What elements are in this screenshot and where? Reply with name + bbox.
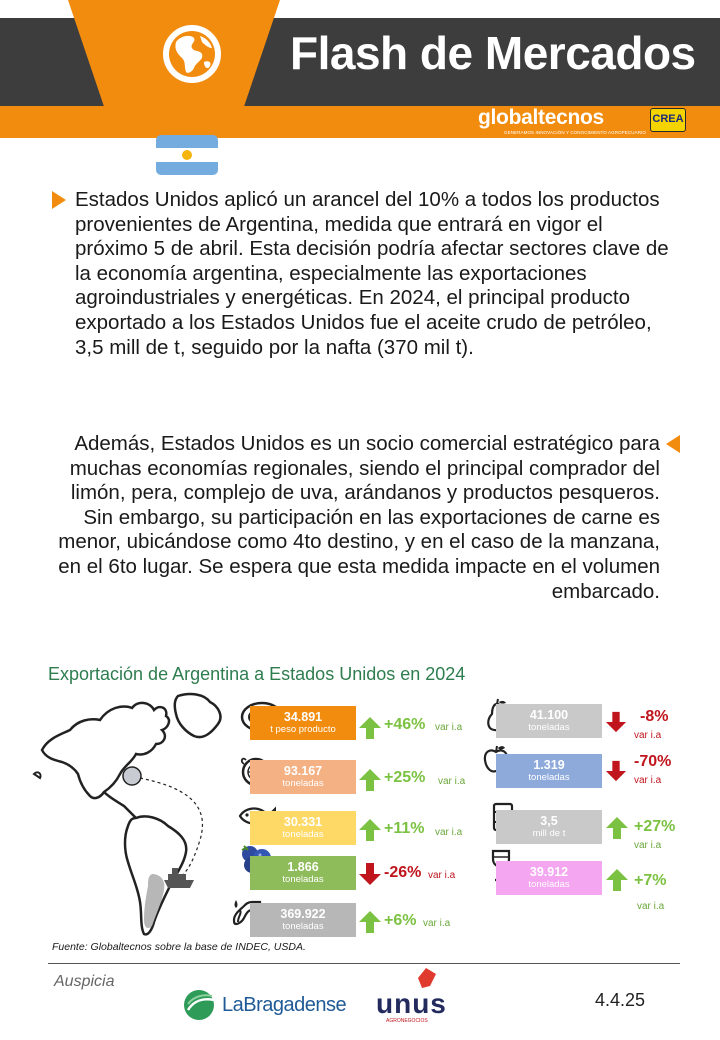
change-limon: +25% <box>384 769 426 786</box>
paragraph-regional-economies: Además, Estados Unidos es un socio comercial estratégico para muchas economías regionales, siendo el principal comprador del limón, pera, complejo de uva, arándanos y productos pesqueros. Sin embargo, su participación en las exportaciones de carne es menor, ubicándose como 4to destino, y en el caso de la manzana, en el 6to lugar. Se espera que esta medida impacte en el volumen embarcado. <box>58 432 660 603</box>
export-unit: toneladas <box>528 879 570 890</box>
globaltecnos-logo <box>478 106 648 138</box>
globaltecnos-logo-name: globaltecnos <box>478 106 604 129</box>
bullet-arrow-left-icon <box>666 435 680 453</box>
globe-icon <box>160 22 224 86</box>
trend-up-arrow-icon <box>358 716 382 745</box>
footer-divider <box>48 963 680 964</box>
change-nafta: +6% <box>384 912 417 929</box>
export-value-uva <box>496 861 602 895</box>
trend-up-arrow-icon <box>358 910 382 939</box>
export-value-pera <box>496 704 602 738</box>
publication-date: 4.4.25 <box>595 990 646 1010</box>
export-value: 30.331 <box>283 815 323 829</box>
export-unit: toneladas <box>282 778 324 789</box>
export-unit: toneladas <box>282 874 324 885</box>
section-title: Exportación de Argentina a Estados Unidos en 2024 <box>48 664 466 684</box>
argentina-flag-icon <box>156 135 218 175</box>
export-value-pesqueros <box>250 811 356 845</box>
export-value: 93.167 <box>283 764 323 778</box>
change-label: var i.a <box>423 918 451 929</box>
export-value-manzana <box>496 754 602 788</box>
bullet-arrow-right-icon <box>52 191 66 209</box>
export-unit: toneladas <box>528 772 570 783</box>
sponsor-label: Auspicia <box>54 973 115 990</box>
export-value: 34.891 <box>283 710 323 724</box>
change-label: var i.a <box>637 901 665 912</box>
export-value: 1.319 <box>533 758 565 772</box>
change-label: var i.a <box>634 840 662 851</box>
change-label: var i.a <box>435 827 463 838</box>
globaltecnos-logo-tagline: GENERAMOS INNOVACIÓN Y CONOCIMIENTO AGROPECUARIO <box>504 130 646 135</box>
export-value: 41.100 <box>529 708 569 722</box>
change-uva: +7% <box>634 872 667 889</box>
trend-up-arrow-icon <box>358 818 382 847</box>
export-unit: toneladas <box>282 921 324 932</box>
trend-up-arrow-icon <box>605 816 629 845</box>
paragraph-tariff: Estados Unidos aplicó un arancel del 10% a todos los productos provenientes de Argentina, medida que entrará en vigor el próximo 5 de abril. Esta decisión podría afectar sectores clave de la economía argentina, especialmente las exportaciones agroindustriales y energéticas. En 2024, el principal producto exportado a los Estados Unidos fue el aceite crudo de petróleo, 3,5 mill de t, seguido por la nafta (370 mil t). <box>75 188 669 359</box>
page-title: Flash de Mercados <box>290 27 696 79</box>
export-value: 1.866 <box>287 860 319 874</box>
change-petroleo: +27% <box>634 818 676 835</box>
change-label: var i.a <box>438 776 466 787</box>
export-value-carne <box>250 706 356 740</box>
world-map-illustration <box>28 690 258 940</box>
change-arandanos: -26% <box>384 864 422 881</box>
export-value-petroleo <box>496 810 602 844</box>
source-note: Fuente: Globaltecnos sobre la base de INDEC, USDA. <box>52 941 306 953</box>
export-unit: toneladas <box>528 722 570 733</box>
export-value-arandanos <box>250 856 356 890</box>
change-manzana: -70% <box>634 753 672 770</box>
change-label: var i.a <box>428 870 456 881</box>
trend-up-arrow-icon <box>358 768 382 797</box>
export-unit: toneladas <box>282 829 324 840</box>
trend-down-arrow-icon <box>605 711 627 738</box>
change-label: var i.a <box>634 730 662 741</box>
change-label: var i.a <box>435 722 463 733</box>
export-value-limon <box>250 760 356 794</box>
export-unit: t peso producto <box>270 724 336 735</box>
change-pesqueros: +11% <box>384 820 425 837</box>
export-value: 39.912 <box>529 865 569 879</box>
export-value: 369.922 <box>280 907 326 921</box>
unus-logo-tagline: AGRONEGOCIOS <box>386 1018 428 1024</box>
trend-down-arrow-icon <box>605 760 627 787</box>
unus-logo <box>374 966 464 1026</box>
crea-logo: CREA <box>650 108 686 132</box>
change-label: var i.a <box>634 775 662 786</box>
trend-down-arrow-icon <box>358 862 382 891</box>
export-value-nafta <box>250 903 356 937</box>
export-unit: mill de t <box>532 828 566 839</box>
unus-logo-name: unus <box>376 988 447 1019</box>
change-carne: +46% <box>384 716 426 733</box>
trend-up-arrow-icon <box>605 868 629 897</box>
change-pera: -8% <box>640 708 669 725</box>
labragadense-logo-name: LaBragadense <box>222 994 347 1016</box>
labragadense-logo <box>182 988 352 1022</box>
export-value: 3,5 <box>540 814 558 828</box>
